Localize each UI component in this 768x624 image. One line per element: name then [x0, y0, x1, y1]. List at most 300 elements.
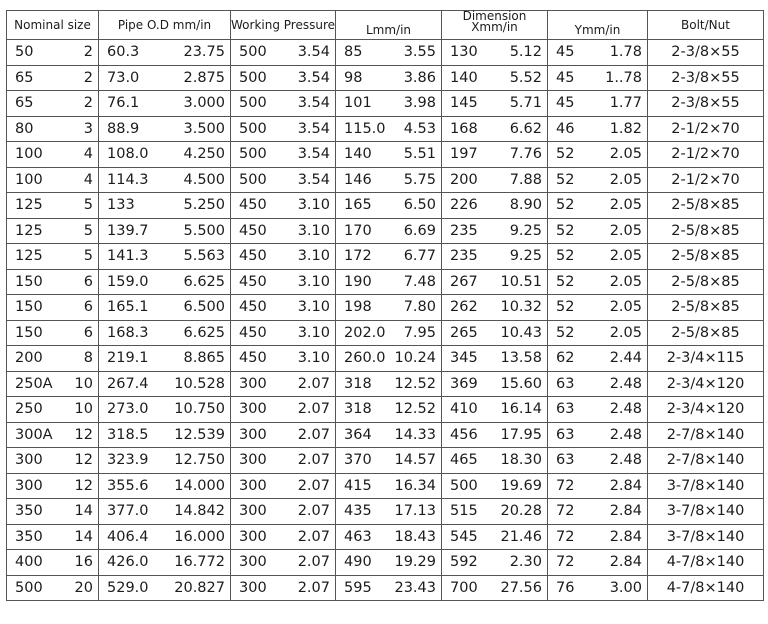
cell-y [548, 320, 648, 346]
cell-working-pressure [231, 575, 336, 601]
cell-working-pressure-secondary: 3.10 [297, 248, 330, 265]
cell-pipe-od-secondary: 10.528 [174, 375, 225, 392]
cell-x-secondary: 2.30 [509, 554, 542, 571]
cell-y-primary: 52 [556, 146, 575, 163]
cell-l-pair [336, 427, 441, 443]
table-body [7, 40, 764, 601]
cell-l [336, 524, 442, 550]
cell-pipe-od-secondary: 8.865 [183, 350, 225, 367]
cell-l-pair [336, 299, 441, 315]
cell-pipe-od-pair [99, 427, 230, 443]
cell-nominal-size-secondary: 14 [74, 528, 93, 545]
cell-y-pair [548, 503, 647, 519]
cell-x-primary: 226 [450, 197, 478, 214]
cell-nominal-size-secondary: 2 [83, 44, 93, 61]
cell-y [548, 550, 648, 576]
cell-l-secondary: 3.86 [403, 69, 436, 86]
cell-y-primary: 52 [556, 197, 575, 214]
cell-y-secondary: 1.77 [609, 95, 642, 112]
cell-l-pair [336, 95, 441, 111]
cell-working-pressure-pair [231, 248, 335, 264]
cell-working-pressure-secondary: 3.54 [297, 69, 330, 86]
cell-l-secondary: 19.29 [394, 554, 436, 571]
cell-x-pair [442, 121, 547, 137]
cell-l-pair [336, 146, 441, 162]
cell-y-primary: 63 [556, 401, 575, 418]
cell-l-secondary: 5.51 [403, 146, 436, 163]
cell-nominal-size-primary: 350 [15, 528, 43, 545]
cell-working-pressure-secondary: 3.10 [297, 299, 330, 316]
cell-working-pressure-primary: 500 [239, 120, 267, 137]
cell-y-pair [548, 172, 647, 188]
table-row [7, 295, 764, 321]
cell-y-secondary: 1.82 [609, 120, 642, 137]
cell-x-primary: 262 [450, 299, 478, 316]
cell-l-pair [336, 197, 441, 213]
cell-pipe-od-secondary: 2.875 [183, 69, 225, 86]
cell-x [442, 65, 548, 91]
cell-pipe-od-pair [99, 325, 230, 341]
cell-l-pair [336, 401, 441, 417]
cell-x-secondary: 15.60 [500, 375, 542, 392]
cell-working-pressure [231, 448, 336, 474]
cell-working-pressure-pair [231, 325, 335, 341]
cell-x-pair [442, 95, 547, 111]
cell-working-pressure-secondary: 3.10 [297, 222, 330, 239]
cell-x [442, 295, 548, 321]
cell-y-primary: 62 [556, 350, 575, 367]
cell-pipe-od-primary: 377.0 [107, 503, 149, 520]
cell-pipe-od-secondary: 12.750 [174, 452, 225, 469]
cell-x-primary: 345 [450, 350, 478, 367]
cell-pipe-od [99, 473, 231, 499]
cell-bolt-nut: 2-5/8×85 [648, 244, 764, 270]
cell-y [548, 397, 648, 423]
cell-pipe-od [99, 193, 231, 219]
cell-l-pair [336, 580, 441, 596]
cell-bolt-nut: 2-3/4×120 [648, 397, 764, 423]
cell-y [548, 142, 648, 168]
cell-pipe-od-pair [99, 248, 230, 264]
cell-nominal-size-primary: 125 [15, 197, 43, 214]
cell-pipe-od-secondary: 3.500 [183, 120, 225, 137]
cell-nominal-size [7, 269, 99, 295]
header-nominal-size: Nominal size [7, 11, 99, 40]
cell-y-primary: 63 [556, 426, 575, 443]
cell-nominal-size-primary: 125 [15, 248, 43, 265]
cell-nominal-size-secondary: 5 [83, 222, 93, 239]
cell-working-pressure-pair [231, 452, 335, 468]
cell-l-pair [336, 350, 441, 366]
cell-l-secondary: 6.77 [403, 248, 436, 265]
cell-x [442, 142, 548, 168]
cell-pipe-od-secondary: 5.250 [183, 197, 225, 214]
cell-y-secondary: 1.78 [609, 44, 642, 61]
cell-l [336, 575, 442, 601]
cell-working-pressure-primary: 300 [239, 477, 267, 494]
cell-nominal-size-primary: 500 [15, 579, 43, 596]
cell-working-pressure-secondary: 3.54 [297, 171, 330, 188]
table-row [7, 65, 764, 91]
cell-l-pair [336, 452, 441, 468]
cell-nominal-size [7, 550, 99, 576]
cell-pipe-od [99, 550, 231, 576]
cell-pipe-od-secondary: 20.827 [174, 579, 225, 596]
cell-nominal-size-primary: 65 [15, 69, 34, 86]
cell-working-pressure-secondary: 3.10 [297, 197, 330, 214]
cell-working-pressure-primary: 450 [239, 197, 267, 214]
cell-y-primary: 45 [556, 44, 575, 61]
cell-working-pressure-primary: 300 [239, 375, 267, 392]
cell-working-pressure-primary: 300 [239, 401, 267, 418]
cell-l-secondary: 7.80 [403, 299, 436, 316]
cell-l-secondary: 7.48 [403, 273, 436, 290]
cell-y-secondary: 2.44 [609, 350, 642, 367]
cell-x [442, 422, 548, 448]
cell-working-pressure-primary: 500 [239, 44, 267, 61]
cell-nominal-size [7, 320, 99, 346]
cell-l-secondary: 12.52 [394, 401, 436, 418]
cell-nominal-size-primary: 150 [15, 299, 43, 316]
cell-y-pair [548, 95, 647, 111]
cell-working-pressure-secondary: 2.07 [297, 579, 330, 596]
cell-working-pressure [231, 422, 336, 448]
cell-y-pair [548, 70, 647, 86]
cell-working-pressure-primary: 500 [239, 171, 267, 188]
cell-working-pressure-secondary: 3.54 [297, 120, 330, 137]
cell-l-secondary: 4.53 [403, 120, 436, 137]
cell-y-pair [548, 146, 647, 162]
cell-nominal-size-secondary: 6 [83, 273, 93, 290]
cell-y [548, 193, 648, 219]
cell-working-pressure [231, 499, 336, 525]
cell-x-pair [442, 299, 547, 315]
cell-pipe-od-primary: 426.0 [107, 554, 149, 571]
cell-y-secondary: 2.48 [609, 452, 642, 469]
cell-l-pair [336, 248, 441, 264]
cell-pipe-od-pair [99, 121, 230, 137]
cell-x-pair [442, 401, 547, 417]
cell-working-pressure-primary: 300 [239, 579, 267, 596]
cell-l-secondary: 3.98 [403, 95, 436, 112]
cell-working-pressure [231, 116, 336, 142]
cell-nominal-size-pair [7, 274, 98, 290]
cell-pipe-od [99, 524, 231, 550]
cell-x-primary: 140 [450, 69, 478, 86]
cell-pipe-od-secondary: 12.539 [174, 426, 225, 443]
cell-x-pair [442, 427, 547, 443]
cell-pipe-od-primary: 108.0 [107, 146, 149, 163]
cell-y [548, 346, 648, 372]
cell-y-pair [548, 223, 647, 239]
cell-x-pair [442, 274, 547, 290]
cell-working-pressure-primary: 450 [239, 222, 267, 239]
cell-l-primary: 318 [344, 375, 372, 392]
cell-working-pressure-primary: 450 [239, 324, 267, 341]
cell-working-pressure-primary: 450 [239, 350, 267, 367]
cell-nominal-size [7, 499, 99, 525]
cell-working-pressure [231, 524, 336, 550]
cell-l [336, 167, 442, 193]
cell-y-primary: 72 [556, 528, 575, 545]
cell-y-primary: 52 [556, 248, 575, 265]
table-row [7, 91, 764, 117]
cell-nominal-size [7, 91, 99, 117]
cell-pipe-od-secondary: 4.250 [183, 146, 225, 163]
cell-nominal-size-pair [7, 325, 98, 341]
cell-nominal-size [7, 295, 99, 321]
cell-x-primary: 515 [450, 503, 478, 520]
cell-nominal-size-pair [7, 554, 98, 570]
cell-pipe-od-primary: 73.0 [107, 69, 140, 86]
cell-nominal-size-secondary: 14 [74, 503, 93, 520]
cell-nominal-size-primary: 400 [15, 554, 43, 571]
cell-l-primary: 490 [344, 554, 372, 571]
table-row [7, 142, 764, 168]
cell-working-pressure-pair [231, 580, 335, 596]
cell-y [548, 244, 648, 270]
cell-y-pair [548, 248, 647, 264]
cell-y-secondary: 2.05 [609, 273, 642, 290]
cell-working-pressure-pair [231, 274, 335, 290]
cell-y [548, 575, 648, 601]
cell-l-primary: 202.0 [344, 324, 386, 341]
cell-l-secondary: 23.43 [394, 579, 436, 596]
cell-nominal-size-secondary: 10 [74, 401, 93, 418]
cell-l-primary: 85 [344, 44, 363, 61]
cell-nominal-size [7, 371, 99, 397]
cell-l [336, 473, 442, 499]
cell-nominal-size-primary: 80 [15, 120, 34, 137]
cell-y [548, 218, 648, 244]
cell-x [442, 550, 548, 576]
cell-y-secondary: 2.05 [609, 299, 642, 316]
cell-nominal-size [7, 448, 99, 474]
cell-x-secondary: 10.51 [500, 273, 542, 290]
table-row [7, 218, 764, 244]
cell-l [336, 65, 442, 91]
cell-pipe-od [99, 499, 231, 525]
cell-y [548, 422, 648, 448]
cell-nominal-size-pair [7, 478, 98, 494]
cell-nominal-size [7, 524, 99, 550]
cell-pipe-od [99, 575, 231, 601]
cell-l [336, 40, 442, 66]
cell-y-secondary: 2.84 [609, 528, 642, 545]
cell-l [336, 244, 442, 270]
cell-nominal-size-primary: 65 [15, 95, 34, 112]
cell-working-pressure-primary: 300 [239, 503, 267, 520]
cell-x [442, 91, 548, 117]
cell-nominal-size-pair [7, 172, 98, 188]
cell-y-pair [548, 478, 647, 494]
cell-nominal-size-pair [7, 121, 98, 137]
cell-y [548, 524, 648, 550]
cell-l-primary: 318 [344, 401, 372, 418]
cell-y-secondary: 2.05 [609, 248, 642, 265]
cell-working-pressure [231, 65, 336, 91]
cell-x-pair [442, 554, 547, 570]
cell-y [548, 40, 648, 66]
cell-y-secondary: 2.05 [609, 146, 642, 163]
cell-x-secondary: 7.88 [509, 171, 542, 188]
cell-nominal-size-primary: 100 [15, 146, 43, 163]
cell-nominal-size-secondary: 5 [83, 248, 93, 265]
cell-working-pressure [231, 244, 336, 270]
cell-working-pressure-primary: 450 [239, 273, 267, 290]
cell-l-secondary: 14.57 [394, 452, 436, 469]
cell-nominal-size-pair [7, 350, 98, 366]
cell-y-primary: 45 [556, 95, 575, 112]
table-row [7, 473, 764, 499]
cell-nominal-size-primary: 50 [15, 44, 34, 61]
header-dimension-wrap [442, 11, 547, 36]
cell-working-pressure-pair [231, 223, 335, 239]
cell-x [442, 218, 548, 244]
cell-working-pressure-secondary: 2.07 [297, 375, 330, 392]
cell-pipe-od-primary: 88.9 [107, 120, 140, 137]
cell-nominal-size-secondary: 3 [83, 120, 93, 137]
cell-x-secondary: 5.71 [509, 95, 542, 112]
cell-working-pressure [231, 473, 336, 499]
cell-y [548, 65, 648, 91]
cell-x-secondary: 9.25 [509, 248, 542, 265]
cell-nominal-size-secondary: 8 [83, 350, 93, 367]
cell-l-primary: 140 [344, 146, 372, 163]
cell-x-primary: 410 [450, 401, 478, 418]
cell-x-secondary: 5.12 [509, 44, 542, 61]
cell-l-secondary: 18.43 [394, 528, 436, 545]
cell-x [442, 346, 548, 372]
cell-pipe-od-primary: 318.5 [107, 426, 149, 443]
header-l-label: Lmm/in [365, 23, 412, 37]
cell-nominal-size-primary: 300 [15, 477, 43, 494]
cell-working-pressure-secondary: 2.07 [297, 503, 330, 520]
cell-nominal-size-pair [7, 70, 98, 86]
cell-x [442, 397, 548, 423]
table-row [7, 244, 764, 270]
cell-nominal-size-secondary: 6 [83, 324, 93, 341]
cell-pipe-od-secondary: 6.625 [183, 324, 225, 341]
cell-nominal-size-secondary: 2 [83, 95, 93, 112]
cell-working-pressure [231, 193, 336, 219]
cell-y-primary: 52 [556, 222, 575, 239]
cell-pipe-od-primary: 133 [107, 197, 135, 214]
cell-l-primary: 190 [344, 273, 372, 290]
cell-pipe-od-pair [99, 529, 230, 545]
cell-l [336, 269, 442, 295]
cell-nominal-size-secondary: 4 [83, 171, 93, 188]
cell-pipe-od-pair [99, 197, 230, 213]
cell-pipe-od-pair [99, 580, 230, 596]
cell-working-pressure-pair [231, 350, 335, 366]
cell-x-secondary: 5.52 [509, 69, 542, 86]
coupling-spec-table [6, 10, 764, 601]
cell-x-secondary: 20.28 [500, 503, 542, 520]
cell-x [442, 524, 548, 550]
cell-l-pair [336, 44, 441, 60]
cell-l [336, 142, 442, 168]
cell-l-primary: 260.0 [344, 350, 386, 367]
cell-y-pair [548, 274, 647, 290]
cell-pipe-od [99, 91, 231, 117]
cell-pipe-od-primary: 76.1 [107, 95, 140, 112]
cell-working-pressure-secondary: 3.54 [297, 146, 330, 163]
cell-pipe-od [99, 320, 231, 346]
header-bolt-nut: Bolt/Nut [648, 11, 764, 40]
table-row [7, 422, 764, 448]
cell-bolt-nut: 2-3/4×120 [648, 371, 764, 397]
cell-x-secondary: 27.56 [500, 579, 542, 596]
cell-y-pair [548, 376, 647, 392]
cell-pipe-od-primary: 165.1 [107, 299, 149, 316]
cell-nominal-size-secondary: 12 [74, 426, 93, 443]
cell-l [336, 550, 442, 576]
cell-nominal-size-secondary: 12 [74, 477, 93, 494]
cell-y-pair [548, 401, 647, 417]
cell-working-pressure [231, 346, 336, 372]
cell-pipe-od-primary: 114.3 [107, 171, 149, 188]
cell-working-pressure-pair [231, 44, 335, 60]
cell-x-pair [442, 325, 547, 341]
cell-bolt-nut: 2-3/8×55 [648, 91, 764, 117]
cell-working-pressure-pair [231, 554, 335, 570]
cell-bolt-nut: 2-5/8×85 [648, 320, 764, 346]
cell-l-primary: 101 [344, 95, 372, 112]
cell-x-secondary: 16.14 [500, 401, 542, 418]
cell-x-pair [442, 172, 547, 188]
cell-y [548, 473, 648, 499]
cell-y-secondary: 2.48 [609, 375, 642, 392]
cell-x [442, 40, 548, 66]
cell-working-pressure-primary: 300 [239, 528, 267, 545]
cell-working-pressure-secondary: 2.07 [297, 554, 330, 571]
cell-bolt-nut: 2-7/8×140 [648, 448, 764, 474]
cell-working-pressure-pair [231, 172, 335, 188]
cell-l-secondary: 12.52 [394, 375, 436, 392]
cell-y [548, 116, 648, 142]
cell-l-pair [336, 554, 441, 570]
cell-working-pressure-primary: 300 [239, 452, 267, 469]
cell-y-secondary: 2.84 [609, 477, 642, 494]
cell-nominal-size-primary: 300A [15, 426, 53, 443]
table-row [7, 40, 764, 66]
cell-nominal-size-pair [7, 223, 98, 239]
table-row [7, 448, 764, 474]
cell-nominal-size [7, 346, 99, 372]
table-row [7, 371, 764, 397]
cell-l-pair [336, 172, 441, 188]
cell-nominal-size-secondary: 10 [74, 375, 93, 392]
cell-x [442, 116, 548, 142]
cell-l-pair [336, 121, 441, 137]
cell-x-secondary: 9.25 [509, 222, 542, 239]
cell-x-secondary: 21.46 [500, 528, 542, 545]
cell-pipe-od-secondary: 6.500 [183, 299, 225, 316]
cell-y-secondary: 2.48 [609, 401, 642, 418]
cell-pipe-od [99, 65, 231, 91]
cell-nominal-size-primary: 150 [15, 273, 43, 290]
cell-l-primary: 370 [344, 452, 372, 469]
cell-pipe-od-pair [99, 554, 230, 570]
cell-l [336, 91, 442, 117]
cell-x-pair [442, 70, 547, 86]
cell-bolt-nut: 2-1/2×70 [648, 142, 764, 168]
cell-y-pair [548, 580, 647, 596]
cell-l-secondary: 16.34 [394, 477, 436, 494]
cell-pipe-od-primary: 323.9 [107, 452, 149, 469]
cell-pipe-od-pair [99, 172, 230, 188]
